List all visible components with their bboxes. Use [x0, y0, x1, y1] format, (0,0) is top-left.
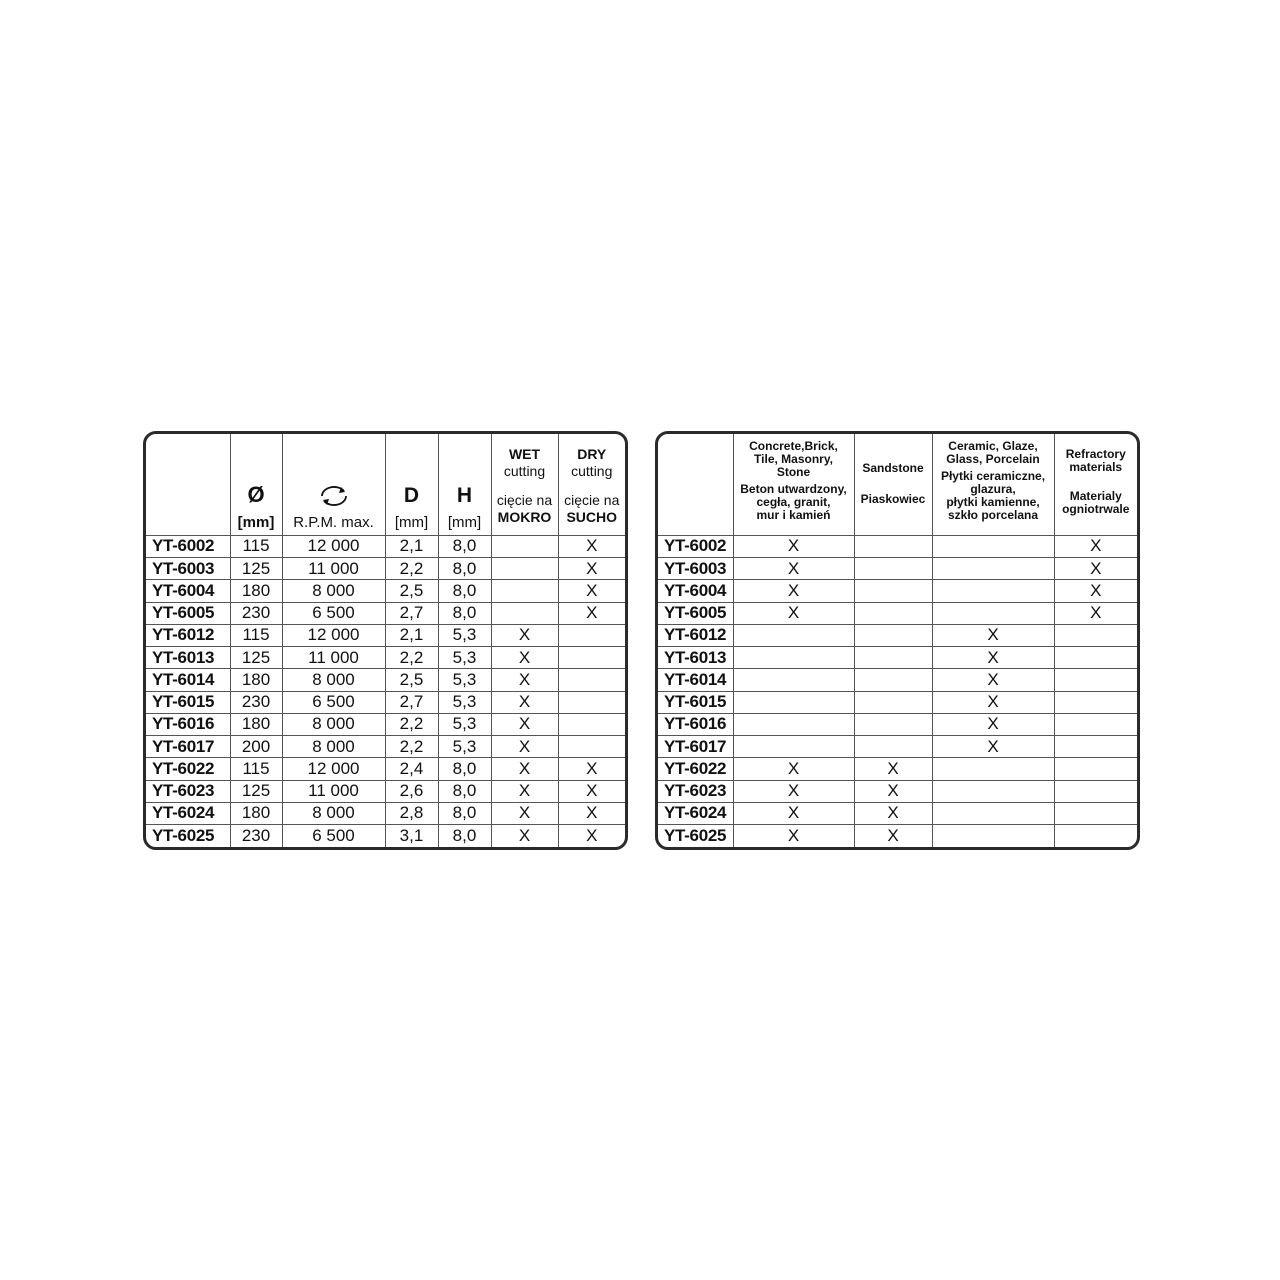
dry-mark-cell — [558, 647, 625, 669]
diameter-header — [230, 434, 282, 535]
model-cell: YT-6022 — [146, 758, 230, 780]
wet-sub: cutting — [503, 463, 546, 479]
ceramic-mark-cell: X — [932, 669, 1054, 691]
table-row — [658, 802, 1137, 824]
table-row — [658, 713, 1137, 735]
table-row — [658, 758, 1137, 780]
wet-mark-cell: X — [491, 780, 558, 802]
concrete-mark-cell — [733, 691, 854, 713]
table-row — [146, 825, 625, 847]
wet-mark-cell: X — [491, 669, 558, 691]
wet-mark-cell: X — [491, 802, 558, 824]
model-cell: YT-6023 — [658, 780, 733, 802]
d-cell: 2,4 — [385, 758, 438, 780]
table-row — [146, 780, 625, 802]
diameter-cell: 180 — [230, 580, 282, 602]
concrete-mark-cell — [733, 713, 854, 735]
dry-mark-cell: X — [558, 802, 625, 824]
rpm-cell: 8 000 — [282, 736, 385, 758]
ceramic-pl-3: płytki kamienne, — [946, 495, 1040, 509]
dry-mark-cell: X — [558, 758, 625, 780]
dry-title: DRY — [577, 446, 607, 462]
concrete-mark-cell: X — [733, 802, 854, 824]
dry-pl: cięcie na — [564, 492, 620, 508]
sandstone-mark-cell — [854, 691, 932, 713]
sandstone-mark-cell: X — [854, 802, 932, 824]
dry-sub: cutting — [571, 463, 613, 479]
material-header-row — [658, 434, 1137, 535]
rotation-arrows-icon — [317, 484, 351, 508]
model-cell: YT-6015 — [658, 691, 733, 713]
d-cell: 2,6 — [385, 780, 438, 802]
ceramic-mark-cell — [932, 602, 1054, 624]
model-cell: YT-6013 — [146, 647, 230, 669]
dry-mark-cell — [558, 669, 625, 691]
sandstone-mark-cell — [854, 580, 932, 602]
ceramic-en-2: Glass, Porcelain — [946, 452, 1040, 466]
table-row — [146, 647, 625, 669]
model-cell: YT-6022 — [658, 758, 733, 780]
h-cell: 8,0 — [438, 535, 491, 557]
rpm-label: R.P.M. max. — [293, 513, 374, 531]
wet-pl: cięcie na — [496, 492, 553, 508]
wet-mark-cell: X — [491, 736, 558, 758]
concrete-mark-cell — [733, 669, 854, 691]
concrete-mark-cell — [733, 624, 854, 646]
concrete-en-2: Tile, Masonry, — [754, 452, 833, 466]
sandstone-mark-cell — [854, 558, 932, 580]
dry-pl-bold: SUCHO — [566, 509, 618, 525]
model-header-cell — [146, 434, 230, 535]
rpm-cell: 8 000 — [282, 580, 385, 602]
spec-table-panel — [143, 431, 628, 850]
sandstone-en: Sandstone — [862, 461, 924, 476]
refractory-pl-1: Materialy — [1069, 489, 1122, 503]
h-unit: [mm] — [447, 513, 482, 531]
concrete-mark-cell: X — [733, 825, 854, 847]
model-cell: YT-6013 — [658, 647, 733, 669]
ceramic-mark-cell: X — [932, 736, 1054, 758]
rpm-cell: 6 500 — [282, 602, 385, 624]
diameter-cell: 125 — [230, 780, 282, 802]
model-cell: YT-6004 — [658, 580, 733, 602]
table-row — [658, 558, 1137, 580]
ceramic-pl-1: Płytki ceramiczne, — [940, 469, 1046, 483]
diameter-cell: 115 — [230, 624, 282, 646]
refractory-mark-cell — [1054, 647, 1137, 669]
dry-mark-cell: X — [558, 780, 625, 802]
sandstone-mark-cell — [854, 713, 932, 735]
table-row — [658, 780, 1137, 802]
ceramic-mark-cell — [932, 780, 1054, 802]
rpm-header — [282, 434, 385, 535]
wet-mark-cell: X — [491, 713, 558, 735]
table-row — [146, 802, 625, 824]
diameter-cell: 180 — [230, 713, 282, 735]
refractory-mark-cell: X — [1054, 602, 1137, 624]
concrete-mark-cell — [733, 736, 854, 758]
ceramic-header — [932, 434, 1054, 535]
model-cell: YT-6017 — [658, 736, 733, 758]
wet-pl-bold: MOKRO — [497, 509, 552, 525]
table-row — [146, 736, 625, 758]
d-cell: 2,2 — [385, 647, 438, 669]
refractory-mark-cell: X — [1054, 580, 1137, 602]
d-cell: 2,8 — [385, 802, 438, 824]
diameter-cell: 230 — [230, 691, 282, 713]
concrete-pl-3: mur i kamień — [756, 508, 831, 522]
h-cell: 5,3 — [438, 647, 491, 669]
sandstone-mark-cell: X — [854, 758, 932, 780]
h-cell: 8,0 — [438, 780, 491, 802]
model-cell: YT-6024 — [146, 802, 230, 824]
wet-mark-cell: X — [491, 647, 558, 669]
ceramic-pl-2: glazura, — [970, 482, 1016, 496]
ceramic-mark-cell — [932, 558, 1054, 580]
diameter-cell: 125 — [230, 647, 282, 669]
model-cell: YT-6014 — [146, 669, 230, 691]
sandstone-mark-cell — [854, 535, 932, 557]
dry-mark-cell — [558, 713, 625, 735]
refractory-mark-cell — [1054, 624, 1137, 646]
d-cell: 2,2 — [385, 736, 438, 758]
wet-mark-cell — [491, 535, 558, 557]
h-cell: 8,0 — [438, 825, 491, 847]
ceramic-pl-4: szkło porcelana — [947, 508, 1039, 522]
model-cell: YT-6012 — [658, 624, 733, 646]
model-cell: YT-6003 — [658, 558, 733, 580]
rpm-cell: 11 000 — [282, 558, 385, 580]
sandstone-mark-cell — [854, 624, 932, 646]
refractory-mark-cell — [1054, 825, 1137, 847]
sandstone-pl: Piaskowiec — [860, 492, 926, 507]
wet-mark-cell — [491, 558, 558, 580]
h-cell: 5,3 — [438, 624, 491, 646]
wet-mark-cell: X — [491, 624, 558, 646]
model-cell: YT-6002 — [658, 535, 733, 557]
spec-header-row — [146, 434, 625, 535]
dry-mark-cell: X — [558, 535, 625, 557]
sandstone-mark-cell — [854, 602, 932, 624]
rpm-cell: 6 500 — [282, 825, 385, 847]
model-cell: YT-6015 — [146, 691, 230, 713]
rpm-cell: 12 000 — [282, 535, 385, 557]
d-cell: 2,5 — [385, 580, 438, 602]
sandstone-mark-cell: X — [854, 780, 932, 802]
h-cell: 8,0 — [438, 580, 491, 602]
table-row — [658, 825, 1137, 847]
diameter-cell: 115 — [230, 758, 282, 780]
ceramic-mark-cell: X — [932, 713, 1054, 735]
dry-mark-cell — [558, 736, 625, 758]
h-cell: 8,0 — [438, 802, 491, 824]
concrete-en-1: Concrete,Brick, — [749, 439, 838, 453]
model-cell: YT-6014 — [658, 669, 733, 691]
d-cell: 3,1 — [385, 825, 438, 847]
concrete-mark-cell: X — [733, 580, 854, 602]
refractory-header — [1054, 434, 1137, 535]
refractory-en-2: materials — [1069, 460, 1123, 474]
h-cell: 5,3 — [438, 691, 491, 713]
table-row — [146, 691, 625, 713]
h-header — [438, 434, 491, 535]
dry-header — [558, 434, 625, 535]
table-row — [658, 736, 1137, 758]
diameter-cell: 180 — [230, 669, 282, 691]
rpm-cell: 8 000 — [282, 669, 385, 691]
model-cell: YT-6005 — [146, 602, 230, 624]
concrete-mark-cell — [733, 647, 854, 669]
sandstone-mark-cell: X — [854, 825, 932, 847]
h-cell: 5,3 — [438, 713, 491, 735]
model-cell: YT-6005 — [658, 602, 733, 624]
concrete-pl-1: Beton utwardzony, — [740, 482, 847, 496]
table-row — [146, 758, 625, 780]
table-row — [146, 580, 625, 602]
h-cell: 5,3 — [438, 669, 491, 691]
diameter-cell: 115 — [230, 535, 282, 557]
table-row — [146, 713, 625, 735]
material-table — [658, 434, 1137, 847]
table-row — [658, 624, 1137, 646]
diameter-cell: 230 — [230, 602, 282, 624]
concrete-mark-cell: X — [733, 780, 854, 802]
table-row — [658, 535, 1137, 557]
ceramic-mark-cell: X — [932, 647, 1054, 669]
concrete-mark-cell: X — [733, 558, 854, 580]
h-cell: 8,0 — [438, 602, 491, 624]
diameter-cell: 125 — [230, 558, 282, 580]
concrete-pl-2: cegła, granit, — [756, 495, 831, 509]
ceramic-mark-cell — [932, 825, 1054, 847]
wet-mark-cell: X — [491, 825, 558, 847]
refractory-en-1: Refractory — [1065, 447, 1126, 461]
d-header — [385, 434, 438, 535]
h-cell: 8,0 — [438, 758, 491, 780]
dry-mark-cell: X — [558, 825, 625, 847]
model-cell: YT-6025 — [146, 825, 230, 847]
d-cell: 2,2 — [385, 558, 438, 580]
model-cell: YT-6003 — [146, 558, 230, 580]
h-cell: 8,0 — [438, 558, 491, 580]
refractory-mark-cell — [1054, 802, 1137, 824]
d-cell: 2,2 — [385, 713, 438, 735]
concrete-header — [733, 434, 854, 535]
d-cell: 2,1 — [385, 535, 438, 557]
dry-mark-cell — [558, 691, 625, 713]
table-row — [658, 691, 1137, 713]
model-cell: YT-6023 — [146, 780, 230, 802]
diameter-unit: [mm] — [237, 513, 275, 531]
sandstone-mark-cell — [854, 647, 932, 669]
dry-mark-cell: X — [558, 602, 625, 624]
table-row — [146, 602, 625, 624]
dry-mark-cell: X — [558, 558, 625, 580]
rpm-cell: 11 000 — [282, 647, 385, 669]
d-cell: 2,7 — [385, 691, 438, 713]
rpm-cell: 6 500 — [282, 691, 385, 713]
model-cell: YT-6004 — [146, 580, 230, 602]
rpm-cell: 12 000 — [282, 624, 385, 646]
diameter-symbol: Ø — [247, 481, 265, 507]
wet-title: WET — [508, 446, 541, 462]
material-table-panel — [655, 431, 1140, 850]
table-row — [658, 602, 1137, 624]
ceramic-mark-cell: X — [932, 624, 1054, 646]
table-row — [146, 669, 625, 691]
dry-mark-cell: X — [558, 580, 625, 602]
table-row — [658, 669, 1137, 691]
spec-table — [146, 434, 625, 847]
rpm-cell: 12 000 — [282, 758, 385, 780]
d-cell: 2,1 — [385, 624, 438, 646]
refractory-mark-cell — [1054, 713, 1137, 735]
refractory-mark-cell — [1054, 736, 1137, 758]
wet-header — [491, 434, 558, 535]
d-cell: 2,5 — [385, 669, 438, 691]
model-cell: YT-6016 — [146, 713, 230, 735]
diameter-cell: 180 — [230, 802, 282, 824]
sandstone-mark-cell — [854, 669, 932, 691]
ceramic-mark-cell — [932, 802, 1054, 824]
rpm-cell: 11 000 — [282, 780, 385, 802]
h-cell: 5,3 — [438, 736, 491, 758]
sandstone-header — [854, 434, 932, 535]
refractory-mark-cell — [1054, 669, 1137, 691]
concrete-mark-cell: X — [733, 758, 854, 780]
d-unit: [mm] — [394, 513, 429, 531]
ceramic-mark-cell: X — [932, 691, 1054, 713]
wet-mark-cell: X — [491, 691, 558, 713]
refractory-mark-cell: X — [1054, 535, 1137, 557]
table-row — [658, 580, 1137, 602]
refractory-mark-cell — [1054, 758, 1137, 780]
d-cell: 2,7 — [385, 602, 438, 624]
model-cell: YT-6017 — [146, 736, 230, 758]
refractory-mark-cell — [1054, 691, 1137, 713]
ceramic-mark-cell — [932, 758, 1054, 780]
model-cell: YT-6016 — [658, 713, 733, 735]
wet-mark-cell — [491, 580, 558, 602]
dry-mark-cell — [558, 624, 625, 646]
rpm-cell: 8 000 — [282, 713, 385, 735]
model-header-cell — [658, 434, 733, 535]
h-symbol: H — [456, 483, 473, 507]
table-row — [658, 647, 1137, 669]
concrete-mark-cell: X — [733, 535, 854, 557]
refractory-mark-cell — [1054, 780, 1137, 802]
d-symbol: D — [403, 483, 420, 507]
ceramic-mark-cell — [932, 580, 1054, 602]
refractory-mark-cell: X — [1054, 558, 1137, 580]
refractory-pl-2: ogniotrwale — [1062, 502, 1130, 516]
model-cell: YT-6002 — [146, 535, 230, 557]
model-cell: YT-6012 — [146, 624, 230, 646]
table-row — [146, 558, 625, 580]
ceramic-en-1: Ceramic, Glaze, — [948, 439, 1038, 453]
concrete-en-3: Stone — [776, 465, 811, 479]
sandstone-mark-cell — [854, 736, 932, 758]
model-cell: YT-6024 — [658, 802, 733, 824]
table-row — [146, 624, 625, 646]
diameter-cell: 200 — [230, 736, 282, 758]
wet-mark-cell: X — [491, 758, 558, 780]
table-row — [146, 535, 625, 557]
rpm-cell: 8 000 — [282, 802, 385, 824]
concrete-mark-cell: X — [733, 602, 854, 624]
diameter-cell: 230 — [230, 825, 282, 847]
wet-mark-cell — [491, 602, 558, 624]
ceramic-mark-cell — [932, 535, 1054, 557]
model-cell: YT-6025 — [658, 825, 733, 847]
